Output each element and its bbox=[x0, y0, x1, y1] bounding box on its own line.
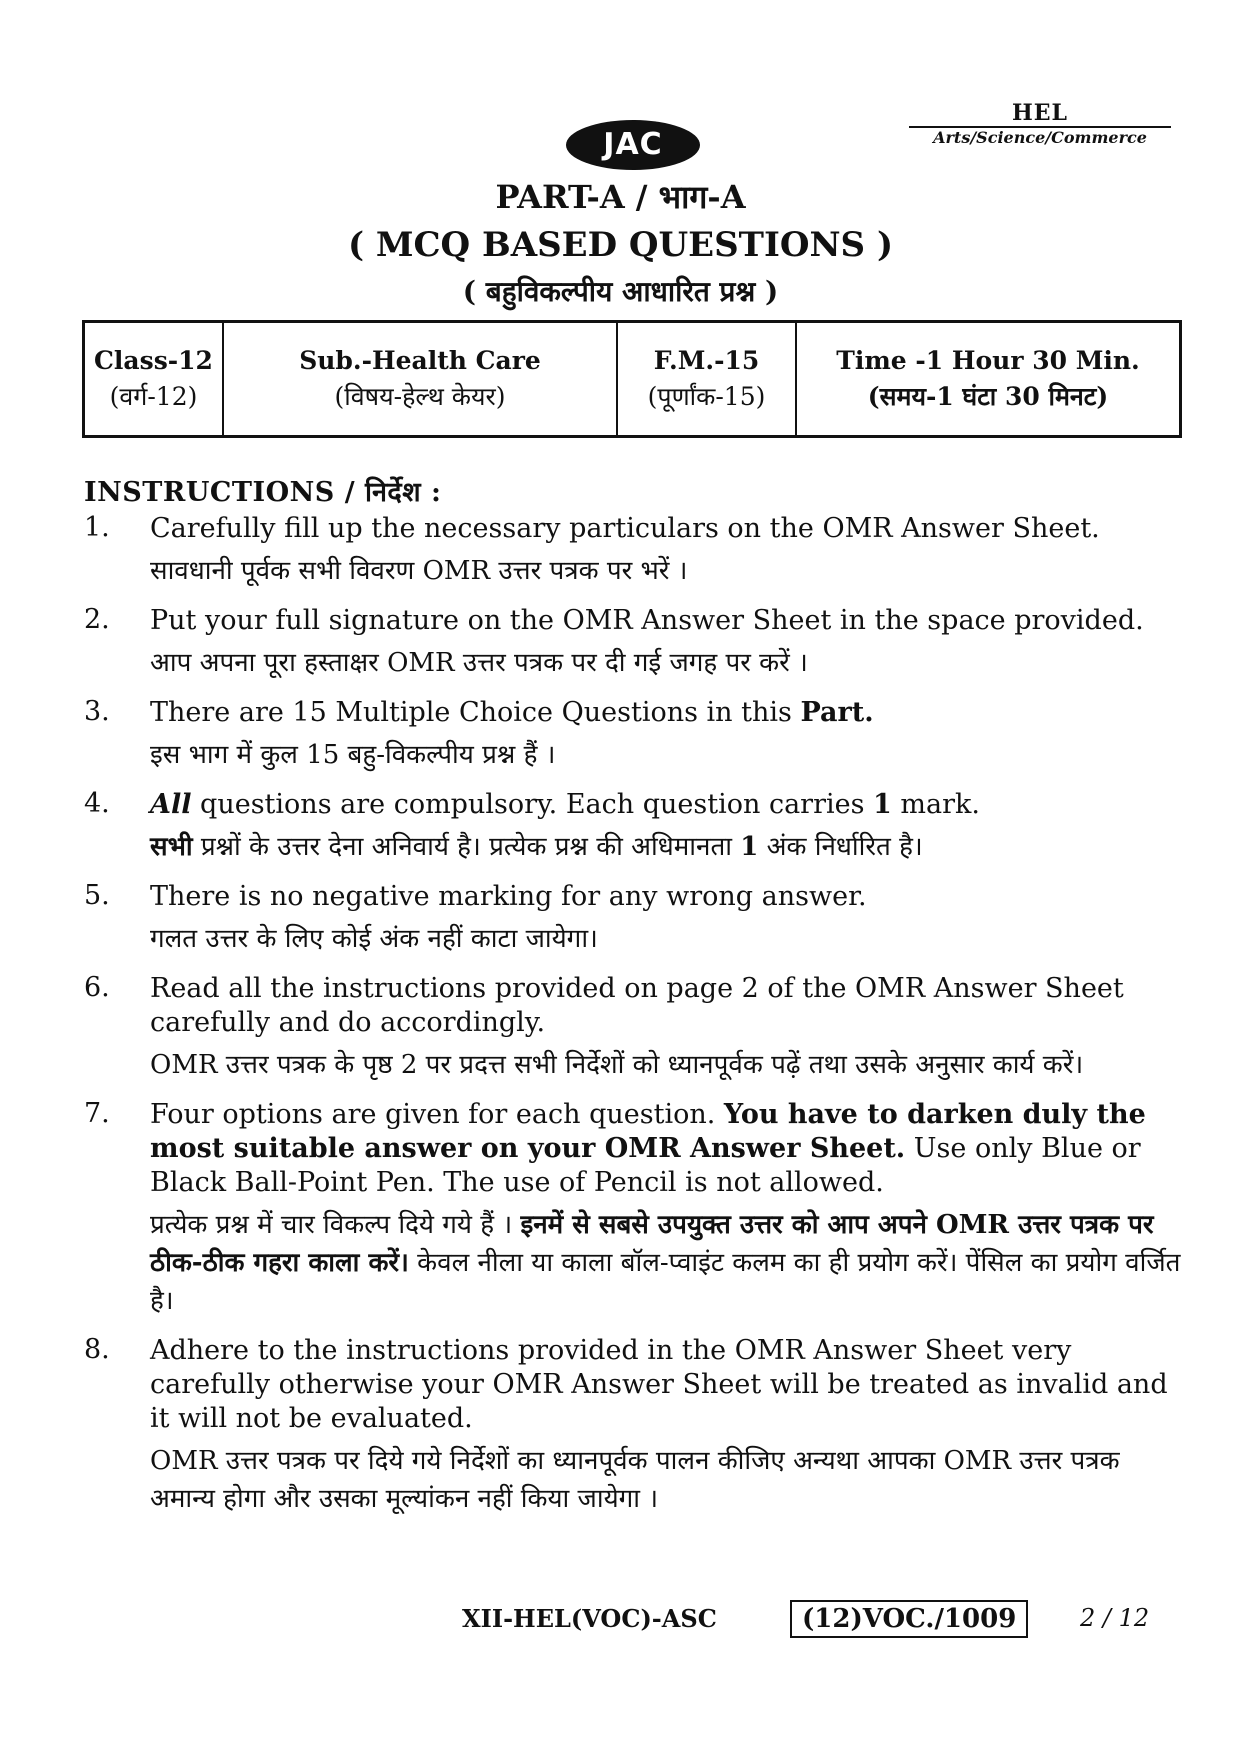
time-label: Time -1 Hour 30 Min. bbox=[836, 345, 1140, 375]
instruction-item bbox=[84, 788, 1184, 866]
item-number: 7. bbox=[84, 1098, 110, 1129]
instruction-text: Adhere to the instructions provided in the OMR Answer Sheet very carefully otherwise your OMR Answer Sheet will be treated as invalid and it will not be evaluated. bbox=[150, 1335, 1168, 1434]
instruction-text: Carefully fill up the necessary particulars on the OMR Answer Sheet. bbox=[150, 513, 1100, 544]
time-cell bbox=[796, 322, 1181, 437]
item-number: 6. bbox=[84, 972, 110, 1003]
subject-label: Sub.-Health Care bbox=[299, 345, 541, 375]
text-run: प्रश्नों के उत्तर देना अनिवार्य है। प्रत्येक प्रश्न की अधिमानता bbox=[192, 832, 741, 862]
item-number: 8. bbox=[84, 1334, 110, 1365]
instruction-text-hindi bbox=[150, 828, 1184, 866]
text-run: questions are compulsory. Each question carries bbox=[191, 789, 874, 820]
text-run: Four options are given for each question. bbox=[150, 1099, 724, 1130]
instruction-text: Read all the instructions provided on page 2 of the OMR Answer Sheet carefully and do accordingly. bbox=[150, 973, 1124, 1038]
item-number: 2. bbox=[84, 604, 110, 635]
text-run: केवल नीला या काला बॉल-प्वाइंट कलम का ही प्रयोग करें। पेंसिल का प्रयोग वर्जित है। bbox=[150, 1248, 1181, 1316]
mcq-heading-hindi: ( बहुविकल्पीय आधारित प्रश्न ) bbox=[462, 275, 779, 308]
instruction-text: Put your full signature on the OMR Answer Sheet in the space provided. bbox=[150, 605, 1144, 636]
item-number: 3. bbox=[84, 696, 110, 727]
instruction-text-hindi: इस भाग में कुल 15 बहु-विकल्पीय प्रश्न हैं । bbox=[150, 740, 556, 770]
instruction-text-hindi: OMR उत्तर पत्रक के पृष्ठ 2 पर प्रदत्त सभी निर्देशों को ध्यानपूर्वक पढ़ें तथा उसके अनुसार कार्य करें। bbox=[150, 1050, 1084, 1080]
instruction-item bbox=[84, 1098, 1184, 1320]
instruction-text: There is no negative marking for any wrong answer. bbox=[150, 881, 867, 912]
instructions-list bbox=[84, 512, 1184, 1532]
text-run-bold: सभी bbox=[150, 832, 193, 862]
marks-cell bbox=[617, 322, 796, 437]
instruction-text bbox=[150, 788, 1184, 822]
time-label-hindi: (समय-1 घंटा 30 मिनट) bbox=[867, 382, 1109, 411]
subject-cell bbox=[223, 322, 617, 437]
class-label-hindi: (वर्ग-12) bbox=[109, 382, 198, 411]
item-number: 5. bbox=[84, 880, 110, 911]
instruction-text-hindi: OMR उत्तर पत्रक पर दिये गये निर्देशों का ध्यानपूर्वक पालन कीजिए अन्यथा आपका OMR उत्तर पत्रक अमान्य होगा और उसका मूल्यांकन नहीं किया जायेगा । bbox=[150, 1446, 1120, 1514]
subject-label-hindi: (विषय-हेल्थ केयर) bbox=[334, 382, 506, 411]
instruction-text-hindi bbox=[150, 1206, 1184, 1320]
text-run: Use only Blue or Black Ball-Point Pen. The use of Pencil is not allowed. bbox=[150, 1133, 1141, 1198]
class-cell bbox=[84, 322, 224, 437]
text-run: अंक निर्धारित है। bbox=[758, 832, 923, 862]
text-run-bold: You have to darken duly the most suitable answer on your OMR Answer Sheet. bbox=[150, 1099, 1146, 1164]
part-heading: PART-A / भाग-A bbox=[495, 178, 746, 216]
page-footer bbox=[0, 1600, 1241, 1644]
instruction-item bbox=[84, 972, 1184, 1084]
instruction-text-hindi: आप अपना पूरा हस्ताक्षर OMR उत्तर पत्रक पर दी गई जगह पर करें । bbox=[150, 648, 808, 678]
text-run-bold: 1 bbox=[740, 832, 759, 862]
instruction-item bbox=[84, 880, 1184, 958]
text-run-bold: 1 bbox=[873, 789, 892, 820]
jac-logo: JAC bbox=[566, 120, 700, 170]
text-run: प्रत्येक प्रश्न में चार विकल्प दिये गये हैं । bbox=[150, 1210, 521, 1240]
instruction-item bbox=[84, 512, 1184, 590]
text-run-bold: इनमें से सबसे उपयुक्त उत्तर को आप अपने OMR उत्तर पत्रक पर ठीक-ठीक गहरा काला करें। bbox=[150, 1210, 1154, 1278]
instruction-text-hindi: गलत उत्तर के लिए कोई अंक नहीं काटा जायेगा। bbox=[150, 924, 598, 954]
full-marks-label-hindi: (पूर्णांक-15) bbox=[647, 382, 766, 411]
subject-code: HEL bbox=[1011, 100, 1069, 126]
item-number: 1. bbox=[84, 512, 110, 543]
class-label: Class-12 bbox=[94, 345, 213, 375]
subject-code-block bbox=[905, 100, 1175, 147]
instruction-item bbox=[84, 1334, 1184, 1518]
exam-details-table bbox=[82, 320, 1182, 438]
text-run-bold-italic: All bbox=[150, 789, 192, 820]
paper-code-box: (12)VOC./1009 bbox=[790, 1600, 1028, 1638]
instruction-text bbox=[150, 1098, 1184, 1200]
streams-label: Arts/Science/Commerce bbox=[933, 128, 1147, 147]
instruction-item bbox=[84, 604, 1184, 682]
text-run-bold: Part. bbox=[800, 697, 874, 728]
page-number: 2 / 12 bbox=[1080, 1604, 1150, 1632]
instruction-text-hindi: सावधानी पूर्वक सभी विवरण OMR उत्तर पत्रक पर भरें । bbox=[150, 556, 688, 586]
item-number: 4. bbox=[84, 788, 110, 819]
text-run: There are 15 Multiple Choice Questions in this bbox=[150, 697, 801, 728]
full-marks-label: F.M.-15 bbox=[653, 345, 760, 375]
instruction-text bbox=[150, 696, 1184, 730]
paper-code: XII-HEL(VOC)-ASC bbox=[462, 1604, 717, 1633]
instruction-item bbox=[84, 696, 1184, 774]
instructions-heading: INSTRUCTIONS / निर्देश : bbox=[84, 477, 442, 508]
text-run: mark. bbox=[891, 789, 980, 820]
mcq-heading: ( MCQ BASED QUESTIONS ) bbox=[347, 225, 894, 265]
